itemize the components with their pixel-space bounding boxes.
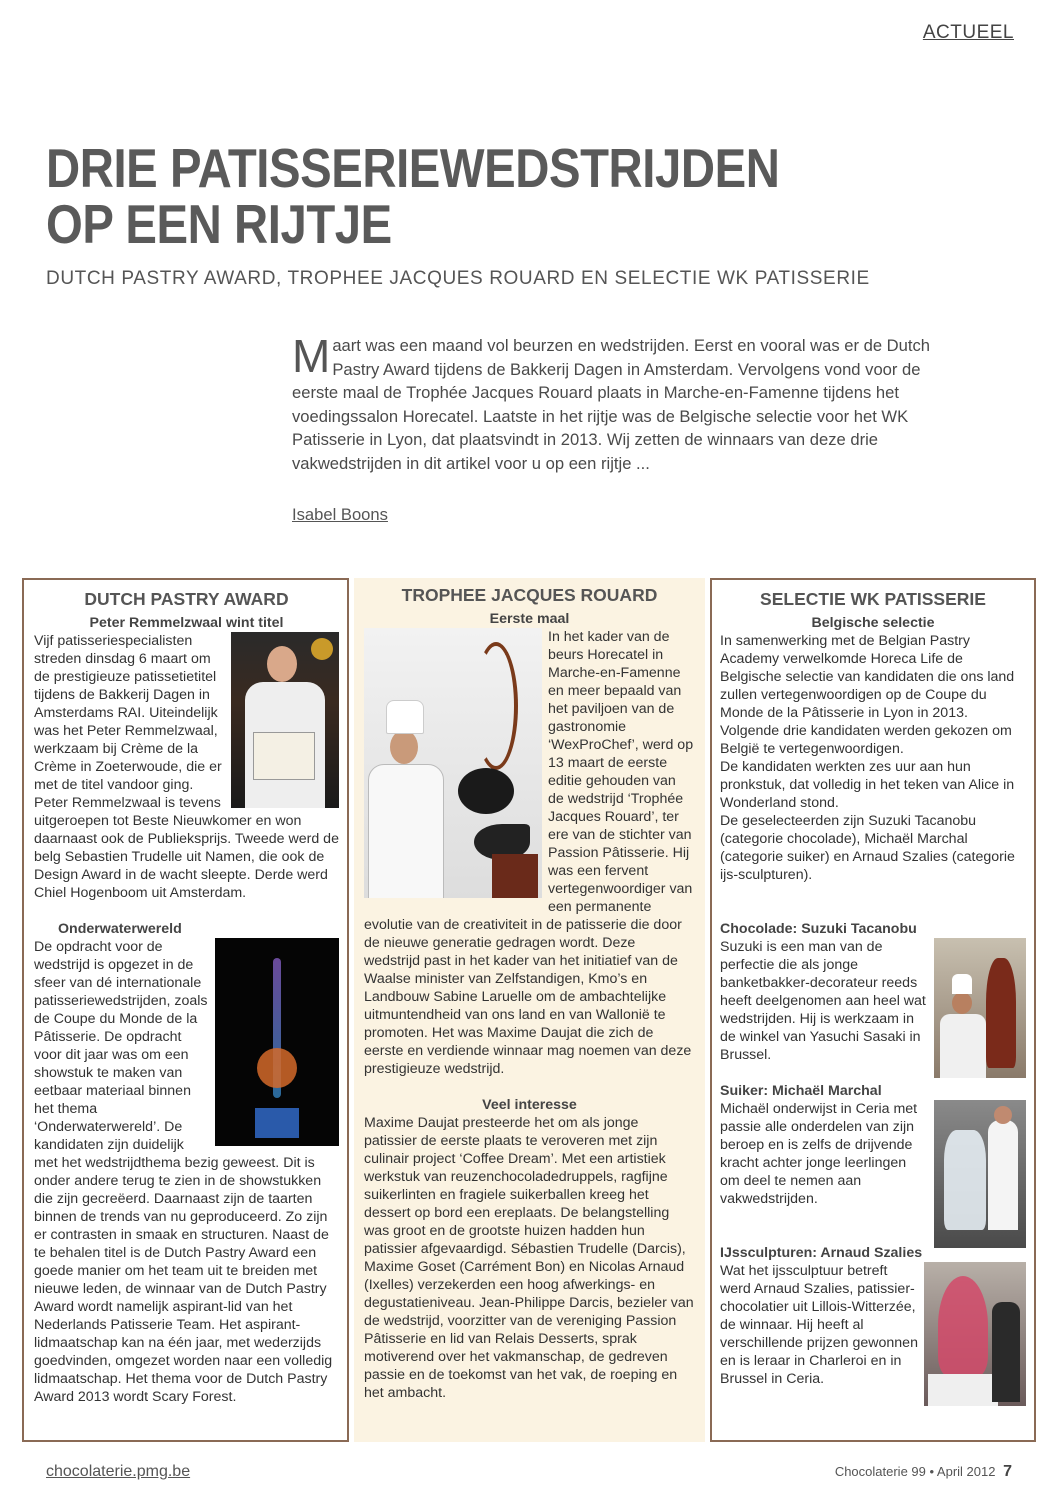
box2-heading: TROPHEE JACQUES ROUARD [401,585,658,605]
footer-website-link[interactable]: chocolaterie.pmg.be [46,1463,191,1480]
box-dutch-pastry-award [22,578,349,1442]
section-label[interactable]: ACTUEEL [922,22,1014,43]
box2-subheading-1: Eerste maal [489,611,570,627]
box2-paragraph-1: In het kader van de beurs Horecatel in Marche-en-Famenne en meer bepaald van het paviljoen van de gastronomie ‘WexProChef’, werd op 13 maart de eerste editie gehouden van de wedstrijd ‘Trophée Jacques Rouard’, ter ere van de stichter van Passion Pâtisserie. Hij was een fervent vertegenwoordiger van een permanente evolutie van de creativiteit in de patisserie die door de nieuwe generatie gedragen wordt. Deze wedstrijd past in het kader van het initiatief van de Waalse minister van Zelfstandigen, Kmo’s en Landbouw Sabine Laruelle om de ambachtelijke uitmuntendheid van ons land en van Wallonië te promoten. Het was Maxime Daujat die zich de eerste en verdiende winnaar mag noemen van deze prestigieuze wedstrijd. [364,629,694,1077]
intro-paragraph [292,330,932,475]
title-line-2: OP EEN RIJTJE [46,193,392,255]
underwater-showpiece-photo [215,938,339,1146]
box3-subheading-1: Belgische selectie [811,615,935,631]
box1-subheading-2: Onderwaterwereld [58,921,182,937]
michael-photo [934,1100,1026,1248]
box-trophee-jacques-rouard [354,578,705,1442]
box3-heading: SELECTIE WK PATISSERIE [760,589,986,609]
box1-paragraph-2: Peter Remmelzwaal is tevens uitgeroepen tot Beste Nieuwkomer en won daarnaast ook de Publieksprijs. Tweede werd de belg Sebastien Trudelle uit Namen, die ook de Design Award in de wacht sleepte. Derde werd Chiel Hogenboom uit Amsterdam. [34,795,339,901]
arnaud-photo [924,1262,1026,1406]
box3-subheading-3: Suiker: Michaël Marchal [720,1083,882,1099]
footer-issue [835,1463,1012,1481]
box3-subheading-4: IJssculpturen: Arnaud Szalies [720,1245,923,1261]
box2-paragraph-2: Maxime Daujat presteerde het om als jonge patissier de eerste plaats te veroveren met zijn culinair project ‘Coffee Dream’. Met een artistiek werkstuk van reuzenchocoladedruppels, ragfijne suikerlinten en fragiele suikerballen kreeg het dessert op bord een ereplaats. De belangstelling was groot en de grootste huizen hadden hun patissier afgevaardigd. Sébastien Trudelle (Darcis), Maxime Goset (Carrément Bon) en Nicolas Arnaud (Ixelles) verzekerden een hoog afwerkings- en degustatieniveau. Jean-Philippe Darcis, bezieler van de wedstrijd, voorzitter van de vereniging Passion Pâtisserie en lid van Relais Desserts, sprak motiverend over het vakmanschap, de gedreven passie en de toekomst van het vak, de roeping en het ambacht. [364,1115,694,1401]
article-title [46,137,820,255]
peter-photo [231,632,339,808]
certificate-icon [253,732,315,780]
box3-paragraph-3: De geselecteerden zijn Suzuki Tacanobu (categorie chocolade), Michaël Marchal (categorie suiker) en Arnaud Szalies (categorie ijs-sculpturen). [720,813,1015,883]
article-subtitle: DUTCH PASTRY AWARD, TROPHEE JACQUES ROUARD EN SELECTIE WK PATISSERIE [46,268,870,289]
box1-paragraph-3: De opdracht voor de wedstrijd is opgezet in de sfeer van dé internationale patisseriewedstrijden, zoals de Coupe du Monde de la Pâtisserie. De opdracht voor dit jaar was om een showstuk te maken van eetbaar materiaal binnen het thema ‘Onderwaterwereld’. De kandidaten zijn duidelijk met het wedstrijdthema bezig geweest. Dit is onder andere terug te zien in de showstukken die zijn gecreëerd. Daarnaast zijn de taarten binnen de trends van nu geproduceerd. Zo zijn er contrasten in smaak en structuren. Naast de te behalen titel is de Dutch Pastry Award een goede manier om het team uit te breiden met nieuwe leden, de winnaar van de Dutch Pastry Award wordt namelijk aspirant-lid van het Nederlands Patisserie Team. Het aspirant-lidmaatschap kan na één jaar, met wederzijds goedvinden, omgezet worden naar een volledig lidmaatschap. Het thema voor de Dutch Pastry Award 2013 wordt Scary Forest. [34,939,333,1405]
box-selectie-wk-patisserie [710,578,1036,1442]
author-link[interactable]: Isabel Boons [292,505,388,524]
box3-paragraph-1: In samenwerking met de Belgian Pastry Academy verwelkomde Horeca Life de Belgische selectie van kandidaten die ons land zullen vertegenwoordigen op de Coupe du Monde de la Pâtisserie in Lyon in 2013. Volgende drie kandidaten werden gekozen om België te vertegenwoordigen. [720,633,1015,757]
box3-paragraph-2: De kandidaten werkten zes uur aan hun pronkstuk, dat volledig in het teken van Alice in Wonderland stond. [720,759,1015,811]
box3-paragraph-6: Wat het ijssculptuur betreft werd Arnaud Szalies, patissier-chocolatier uit Lillois-Witterzée, de winnaar. Hij heeft al verschillende prijzen gewonnen en is leraar in Charleroi en in Brussel in Ceria. [720,1263,918,1387]
box1-paragraph-1: Vijf patisseriespecialisten streden dinsdag 6 maart om de prestigieuze patissetietitel tijdens de Bakkerij Dagen in Amsterdams RAI. Uiteindelijk was het Peter Remmelzwaal, werkzaam bij Crème de la Crème in Zoeterwoude, die er met de titel vandoor ging. [34,633,222,793]
box2-subheading-2: Veel interesse [482,1097,577,1113]
logo-icon [311,638,333,660]
intro-text: aart was een maand vol beurzen en wedstrijden. Eerst en vooral was er de Dutch Pastry Award tijdens de Bakkerij Dagen in Amsterdam. Vervolgens vond voor de eerste maal de Trophée Jacques Rouard plaats in Marche-en-Famenne tijdens het voedingssalon Horecatel. Laatste in het rijtje was de Belgische selectie voor het WK Patisserie in Lyon, dat plaatsvindt in 2013. Wij zetten de winnaars van deze drie vakwedstrijden in dit artikel voor u op een rijtje ... [292,336,931,473]
footer-issue-text: Chocolaterie 99 • April 2012 [834,1464,996,1479]
box1-subheading-1: Peter Remmelzwaal wint titel [89,615,284,631]
box1-heading: DUTCH PASTRY AWARD [84,589,289,609]
box3-paragraph-5: Michaël onderwijst in Ceria met passie alle onderdelen van zijn beroep en is zelfs de drijvende kracht achter jonge leerlingen om deel te nemen aan vakwedstrijden. [720,1101,918,1207]
title-line-1: DRIE PATISSERIEWEDSTRIJDEN [46,137,780,199]
page-number: 7 [1003,1463,1012,1480]
suzuki-photo [934,938,1026,1078]
drop-cap: M [292,330,331,382]
maxime-photo [364,628,542,898]
box3-subheading-2: Chocolade: Suzuki Tacanobu [720,921,917,937]
box3-paragraph-4: Suzuki is een man van de perfectie die als jonge banketbakker-decorateur reeds heeft deelgenomen aan heel wat wedstrijden. Hij is werkzaam in de winkel van Yasuchi Sasaki in Brussel. [720,939,926,1063]
